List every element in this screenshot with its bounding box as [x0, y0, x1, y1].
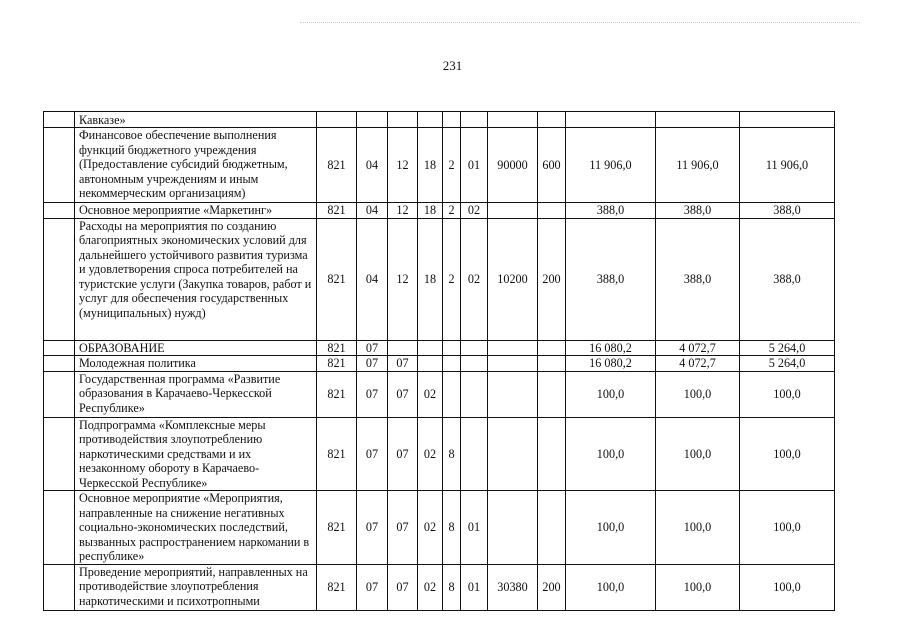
- direction-code-cell: 30380: [488, 564, 538, 610]
- event-code-cell: [461, 417, 488, 491]
- amount-year-3-cell: 100,0: [740, 491, 835, 565]
- table-body: [44, 112, 835, 611]
- item-name-cell: Подпрограмма «Комплексные меры противодействия злоупотреблению наркотическими средствами и их незаконному обороту в Карачаево-Черкесской Республике»: [75, 417, 317, 491]
- subsection-code-cell: 07: [388, 491, 418, 565]
- item-name-cell: Основное мероприятие «Мероприятия, направленные на снижение негативных социально-экономических последствий, вызванных распространением наркомании в республике»: [75, 491, 317, 565]
- subsection-code-cell: [388, 340, 418, 356]
- subsection-code-cell: 07: [388, 564, 418, 610]
- direction-code-cell: [488, 417, 538, 491]
- amount-year-2-cell: [656, 112, 740, 128]
- section-code-cell: 04: [357, 203, 388, 219]
- event-code-cell: 02: [461, 218, 488, 340]
- subprogram-code-cell: [443, 356, 461, 372]
- direction-code-cell: [488, 340, 538, 356]
- subsection-code-cell: [388, 112, 418, 128]
- section-code-cell: 07: [357, 356, 388, 372]
- program-code-cell: 18: [418, 218, 443, 340]
- row-number-cell: [44, 491, 75, 565]
- amount-year-3-cell: [740, 112, 835, 128]
- subsection-code-cell: 12: [388, 128, 418, 203]
- expense-type-code-cell: [538, 491, 566, 565]
- table-row: [44, 491, 835, 565]
- item-name-cell: Основное мероприятие «Маркетинг»: [75, 203, 317, 219]
- admin-code-cell: 821: [317, 491, 357, 565]
- expense-type-code-cell: [538, 371, 566, 417]
- event-code-cell: [461, 112, 488, 128]
- row-number-cell: [44, 340, 75, 356]
- admin-code-cell: 821: [317, 356, 357, 372]
- subprogram-code-cell: 8: [443, 564, 461, 610]
- budget-table: [43, 111, 835, 611]
- subsection-code-cell: 07: [388, 356, 418, 372]
- event-code-cell: [461, 371, 488, 417]
- amount-year-2-cell: 4 072,7: [656, 340, 740, 356]
- amount-year-3-cell: 100,0: [740, 371, 835, 417]
- row-number-cell: [44, 564, 75, 610]
- direction-code-cell: [488, 491, 538, 565]
- amount-year-2-cell: 100,0: [656, 491, 740, 565]
- event-code-cell: [461, 356, 488, 372]
- program-code-cell: 02: [418, 564, 443, 610]
- program-code-cell: 18: [418, 203, 443, 219]
- amount-year-1-cell: [566, 112, 656, 128]
- item-name-cell: Финансовое обеспечение выполнения функций бюджетного учреждения (Предоставление субсидий бюджетным, автономным учреждениям и иным некоммерческим организациям): [75, 128, 317, 203]
- admin-code-cell: 821: [317, 417, 357, 491]
- admin-code-cell: 821: [317, 203, 357, 219]
- table-row: [44, 218, 835, 340]
- amount-year-3-cell: 11 906,0: [740, 128, 835, 203]
- program-code-cell: 02: [418, 371, 443, 417]
- admin-code-cell: 821: [317, 371, 357, 417]
- amount-year-3-cell: 5 264,0: [740, 340, 835, 356]
- row-number-cell: [44, 128, 75, 203]
- item-name-cell: ОБРАЗОВАНИЕ: [75, 340, 317, 356]
- row-number-cell: [44, 203, 75, 219]
- subprogram-code-cell: 2: [443, 203, 461, 219]
- row-number-cell: [44, 417, 75, 491]
- amount-year-3-cell: 388,0: [740, 218, 835, 340]
- item-name-cell: Молодежная политика: [75, 356, 317, 372]
- amount-year-3-cell: 5 264,0: [740, 356, 835, 372]
- item-name-cell: Государственная программа «Развитие образования в Карачаево-Черкесской Республике»: [75, 371, 317, 417]
- amount-year-1-cell: 16 080,2: [566, 356, 656, 372]
- direction-code-cell: [488, 203, 538, 219]
- subprogram-code-cell: [443, 340, 461, 356]
- row-number-cell: [44, 112, 75, 128]
- amount-year-2-cell: 388,0: [656, 203, 740, 219]
- amount-year-2-cell: 100,0: [656, 371, 740, 417]
- expense-type-code-cell: [538, 356, 566, 372]
- expense-type-code-cell: [538, 417, 566, 491]
- program-code-cell: 18: [418, 128, 443, 203]
- table-row: [44, 417, 835, 491]
- item-name-cell: Кавказе»: [75, 112, 317, 128]
- subprogram-code-cell: [443, 112, 461, 128]
- section-code-cell: 07: [357, 491, 388, 565]
- admin-code-cell: [317, 112, 357, 128]
- direction-code-cell: [488, 371, 538, 417]
- program-code-cell: [418, 112, 443, 128]
- section-code-cell: 04: [357, 218, 388, 340]
- expense-type-code-cell: [538, 203, 566, 219]
- page-number: 231: [442, 58, 463, 73]
- table-row: [44, 128, 835, 203]
- row-number-cell: [44, 356, 75, 372]
- section-code-cell: 07: [357, 564, 388, 610]
- amount-year-1-cell: 100,0: [566, 491, 656, 565]
- admin-code-cell: 821: [317, 218, 357, 340]
- amount-year-2-cell: 100,0: [656, 417, 740, 491]
- section-code-cell: 04: [357, 128, 388, 203]
- table-row: [44, 371, 835, 417]
- subsection-code-cell: 07: [388, 371, 418, 417]
- table-row: [44, 203, 835, 219]
- event-code-cell: 01: [461, 564, 488, 610]
- amount-year-1-cell: 11 906,0: [566, 128, 656, 203]
- direction-code-cell: 10200: [488, 218, 538, 340]
- event-code-cell: [461, 340, 488, 356]
- amount-year-2-cell: 4 072,7: [656, 356, 740, 372]
- subsection-code-cell: 12: [388, 218, 418, 340]
- subsection-code-cell: 12: [388, 203, 418, 219]
- direction-code-cell: [488, 356, 538, 372]
- section-code-cell: [357, 112, 388, 128]
- program-code-cell: 02: [418, 417, 443, 491]
- subprogram-code-cell: 8: [443, 417, 461, 491]
- amount-year-1-cell: 16 080,2: [566, 340, 656, 356]
- table-row: [44, 356, 835, 372]
- item-name-cell: Расходы на мероприятия по созданию благоприятных экономических условий для дальнейшего устойчивого развития туризма и удовлетворения спроса потребителей на туристские услуги (Закупка товаров, работ и услуг для обеспечения государственных (муниципальных) нужд): [75, 218, 317, 340]
- amount-year-3-cell: 388,0: [740, 203, 835, 219]
- section-code-cell: 07: [357, 340, 388, 356]
- amount-year-3-cell: 100,0: [740, 564, 835, 610]
- expense-type-code-cell: 600: [538, 128, 566, 203]
- amount-year-2-cell: 11 906,0: [656, 128, 740, 203]
- event-code-cell: 02: [461, 203, 488, 219]
- program-code-cell: [418, 356, 443, 372]
- table-row: [44, 564, 835, 610]
- direction-code-cell: 90000: [488, 128, 538, 203]
- admin-code-cell: 821: [317, 340, 357, 356]
- expense-type-code-cell: [538, 112, 566, 128]
- amount-year-1-cell: 100,0: [566, 371, 656, 417]
- amount-year-3-cell: 100,0: [740, 417, 835, 491]
- expense-type-code-cell: [538, 340, 566, 356]
- amount-year-1-cell: 388,0: [566, 203, 656, 219]
- section-code-cell: 07: [357, 371, 388, 417]
- scan-edge-artifact: [300, 22, 860, 24]
- table-row: [44, 112, 835, 128]
- row-number-cell: [44, 371, 75, 417]
- direction-code-cell: [488, 112, 538, 128]
- event-code-cell: 01: [461, 491, 488, 565]
- program-code-cell: 02: [418, 491, 443, 565]
- subprogram-code-cell: 8: [443, 491, 461, 565]
- admin-code-cell: 821: [317, 128, 357, 203]
- subprogram-code-cell: 2: [443, 128, 461, 203]
- subprogram-code-cell: 2: [443, 218, 461, 340]
- item-name-cell: Проведение мероприятий, направленных на противодействие злоупотребления наркотическими и психотропными: [75, 564, 317, 610]
- expense-type-code-cell: 200: [538, 564, 566, 610]
- amount-year-2-cell: 388,0: [656, 218, 740, 340]
- subprogram-code-cell: [443, 371, 461, 417]
- subsection-code-cell: 07: [388, 417, 418, 491]
- amount-year-2-cell: 100,0: [656, 564, 740, 610]
- table-row: [44, 340, 835, 356]
- program-code-cell: [418, 340, 443, 356]
- section-code-cell: 07: [357, 417, 388, 491]
- amount-year-1-cell: 100,0: [566, 564, 656, 610]
- amount-year-1-cell: 388,0: [566, 218, 656, 340]
- row-number-cell: [44, 218, 75, 340]
- admin-code-cell: 821: [317, 564, 357, 610]
- amount-year-1-cell: 100,0: [566, 417, 656, 491]
- event-code-cell: 01: [461, 128, 488, 203]
- expense-type-code-cell: 200: [538, 218, 566, 340]
